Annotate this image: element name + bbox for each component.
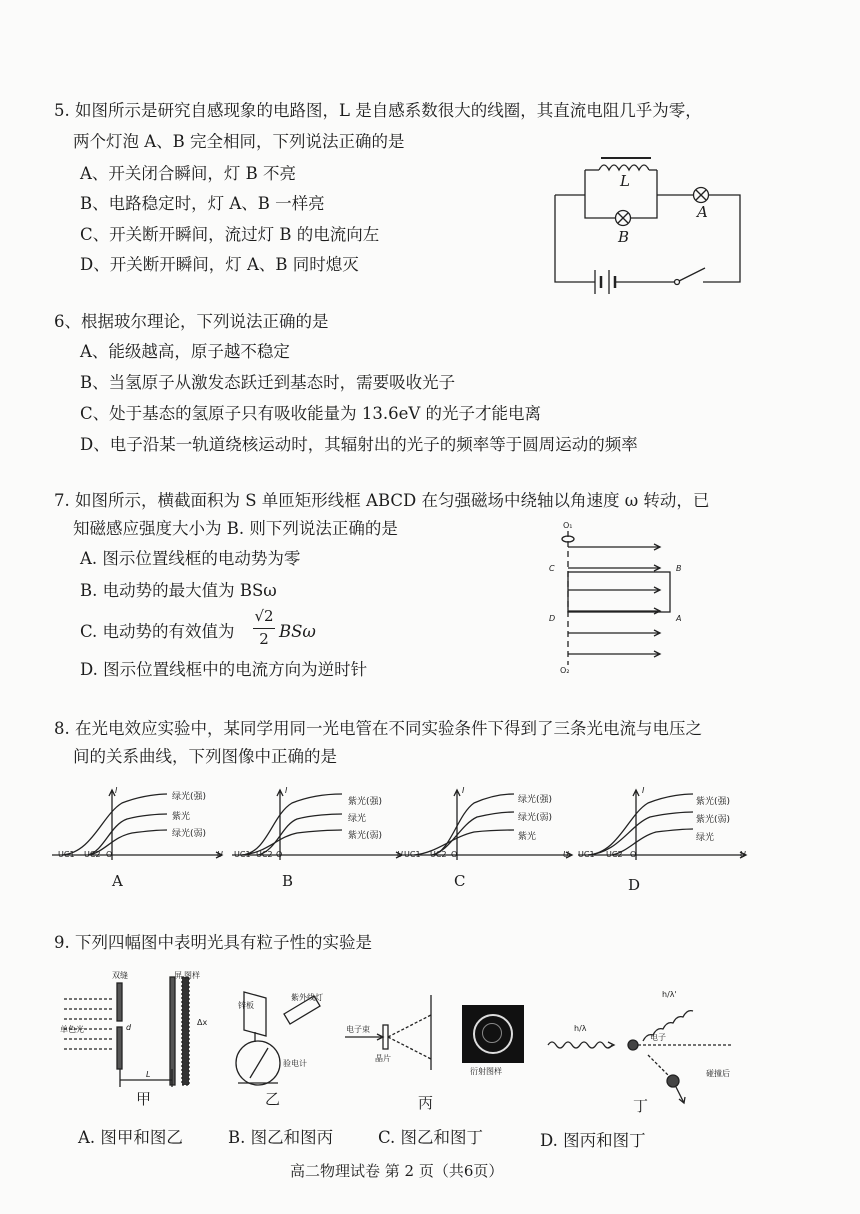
- q8-a-label-3: 绿光(弱): [172, 829, 207, 839]
- q9-jia-label-dx: Δx: [197, 1018, 208, 1027]
- q8-a-uc2: UC2: [84, 850, 101, 859]
- q8-d-origin: O: [630, 850, 637, 859]
- q7-option-c-numerator: √2: [254, 607, 274, 625]
- q7-label-D: D: [549, 614, 556, 623]
- q7-label-A: A: [676, 614, 682, 623]
- q7-option-d: D. 图示位置线框中的电流方向为逆时针: [80, 660, 368, 679]
- q9-bing-label-foil: 晶片: [375, 1054, 391, 1063]
- q9-jia-label-double-slit: 双缝: [112, 971, 128, 980]
- q7-stem-line1: 7. 如图所示，横截面积为 S 单匝矩形线框 ABCD 在匀强磁场中绕轴以角速度 ω 转动，已: [54, 491, 710, 510]
- q9-yi-label-plate: 锌板: [238, 1001, 254, 1010]
- q8-c-label-3: 紫光: [518, 832, 537, 842]
- q9-yi-label-lamp: 紫外线灯: [291, 993, 323, 1002]
- q9-ding-label-h-lambda: h/λ: [574, 1024, 587, 1033]
- q8-c-uc1: UC1: [404, 850, 421, 859]
- q5-option-c: C、开关断开瞬间，流过灯 B 的电流向左: [80, 225, 380, 244]
- q9-bing-diffraction-photo: [462, 1005, 524, 1063]
- q8-c-label-1: 绿光(强): [518, 795, 553, 805]
- q8-c-label-2: 绿光(弱): [518, 813, 553, 823]
- q5-label-B: B: [618, 228, 630, 246]
- q5-option-a: A、开关闭合瞬间，灯 B 不亮: [80, 164, 297, 183]
- q5-circuit-diagram: [555, 150, 745, 290]
- q5-label-A: A: [697, 203, 708, 221]
- q8-b-letter: B: [282, 872, 294, 890]
- q8-b-uc1: UC1: [234, 850, 251, 859]
- q8-b-label-1: 紫光(强): [348, 797, 383, 807]
- q7-option-c-suffix: BSω: [279, 622, 316, 641]
- q9-bing-label-beam: 电子束: [346, 1025, 370, 1034]
- q9-stem: 9. 下列四幅图中表明光具有粒子性的实验是: [54, 933, 372, 952]
- q9-option-c: C. 图乙和图丁: [378, 1128, 484, 1147]
- q8-d-label-1: 紫光(强): [696, 797, 731, 807]
- q6-stem: 6、根据玻尔理论，下列说法正确的是: [54, 312, 329, 331]
- q5-option-d: D、开关断开瞬间，灯 A、B 同时熄灭: [80, 255, 359, 274]
- q7-option-a: A. 图示位置线框的电动势为零: [80, 549, 301, 568]
- q8-a-uc1: UC1: [58, 850, 75, 859]
- page-footer: 高二物理试卷 第 2 页（共6页）: [290, 1162, 504, 1180]
- q8-d-uc2: UC2: [606, 850, 623, 859]
- q7-label-O1: O₁: [563, 521, 573, 530]
- q9-figure-ding-compton: [548, 995, 758, 1110]
- q8-b-axis-I: I: [285, 786, 288, 795]
- q8-d-axis-I: I: [642, 786, 645, 795]
- q5-label-L: L: [620, 172, 630, 190]
- q9-caption-jia: 甲: [136, 1090, 152, 1108]
- q9-caption-yi: 乙: [265, 1090, 281, 1108]
- q8-d-label-2: 紫光(弱): [696, 815, 731, 825]
- q8-c-axis-U: U: [563, 850, 569, 859]
- q5-stem-line1: 5. 如图所示是研究自感现象的电路图，L 是自感系数很大的线圈，其直流电阻几乎为零，: [54, 101, 702, 120]
- q8-b-axis-U: U: [397, 850, 403, 859]
- q8-c-letter: C: [454, 872, 466, 890]
- q8-d-axis-U: U: [740, 850, 746, 859]
- q7-option-c-prefix: C. 电动势的有效值为: [80, 622, 235, 641]
- q5-option-b: B、电路稳定时，灯 A、B 一样亮: [80, 194, 325, 213]
- q8-d-letter: D: [628, 876, 641, 894]
- q7-rotating-loop-diagram: [560, 525, 690, 675]
- q7-option-c-denominator: 2: [259, 630, 269, 648]
- q7-fraction-bar: [253, 628, 275, 629]
- q8-a-origin: O: [106, 850, 113, 859]
- q9-ding-label-h-lambda2: h/λ': [662, 990, 677, 999]
- q8-c-axis-I: I: [462, 786, 465, 795]
- q8-a-label-2: 紫光: [172, 812, 191, 822]
- q9-option-a: A. 图甲和图乙: [78, 1128, 183, 1147]
- q8-d-label-3: 绿光: [696, 833, 715, 843]
- q9-yi-label-meter: 验电计: [283, 1059, 307, 1068]
- q9-jia-label-L: L: [146, 1070, 151, 1079]
- q7-label-B: B: [676, 564, 682, 573]
- q8-b-label-3: 紫光(弱): [348, 831, 383, 841]
- q9-caption-ding: 丁: [633, 1097, 649, 1115]
- q8-a-letter: A: [112, 872, 123, 890]
- q9-jia-label-screen: 屏: [174, 971, 182, 980]
- q6-option-b: B、当氢原子从激发态跃迁到基态时，需要吸收光子: [80, 373, 456, 392]
- q6-option-d: D、电子沿某一轨道绕核运动时，其辐射出的光子的频率等于圆周运动的频率: [80, 435, 638, 454]
- q9-jia-label-pattern: 图样: [184, 971, 200, 980]
- q9-jia-label-light: 单色光: [60, 1025, 84, 1034]
- q8-b-uc2: UC2: [256, 850, 273, 859]
- q6-option-c: C、处于基态的氢原子只有吸收能量为 13.6eV 的光子才能电离: [80, 404, 542, 423]
- q9-caption-bing: 丙: [418, 1094, 434, 1112]
- q9-bing-label-pattern: 衍射图样: [470, 1067, 502, 1076]
- q7-option-b: B. 电动势的最大值为 BSω: [80, 581, 277, 600]
- q9-ding-label-electron: 电子: [650, 1033, 666, 1042]
- q8-stem-line2: 间的关系曲线，下列图像中正确的是: [73, 747, 337, 766]
- q8-c-origin: O: [451, 850, 458, 859]
- q9-jia-label-d: d: [126, 1023, 132, 1032]
- q9-option-d: D. 图丙和图丁: [540, 1131, 646, 1150]
- q9-option-b: B. 图乙和图丙: [228, 1128, 334, 1147]
- q8-stem-line1: 8. 在光电效应实验中，某同学用同一光电管在不同实验条件下得到了三条光电流与电压之: [54, 719, 702, 738]
- q7-label-O2: O₂: [560, 666, 570, 675]
- q8-d-uc1: UC1: [578, 850, 595, 859]
- q8-b-label-2: 绿光: [348, 814, 367, 824]
- q8-b-origin: O: [276, 850, 283, 859]
- q8-c-uc2: UC2: [430, 850, 447, 859]
- q6-option-a: A、能级越高，原子越不稳定: [80, 342, 290, 361]
- q9-ding-label-after: 碰撞后: [706, 1069, 730, 1078]
- q7-label-C: C: [549, 564, 555, 573]
- q7-stem-line2: 知磁感应强度大小为 B. 则下列说法正确的是: [73, 519, 398, 538]
- q5-stem-line2: 两个灯泡 A、B 完全相同，下列说法正确的是: [73, 132, 405, 151]
- q8-a-axis-I: I: [115, 786, 118, 795]
- q8-a-label-1: 绿光(强): [172, 792, 207, 802]
- q8-a-axis-U: U: [217, 850, 223, 859]
